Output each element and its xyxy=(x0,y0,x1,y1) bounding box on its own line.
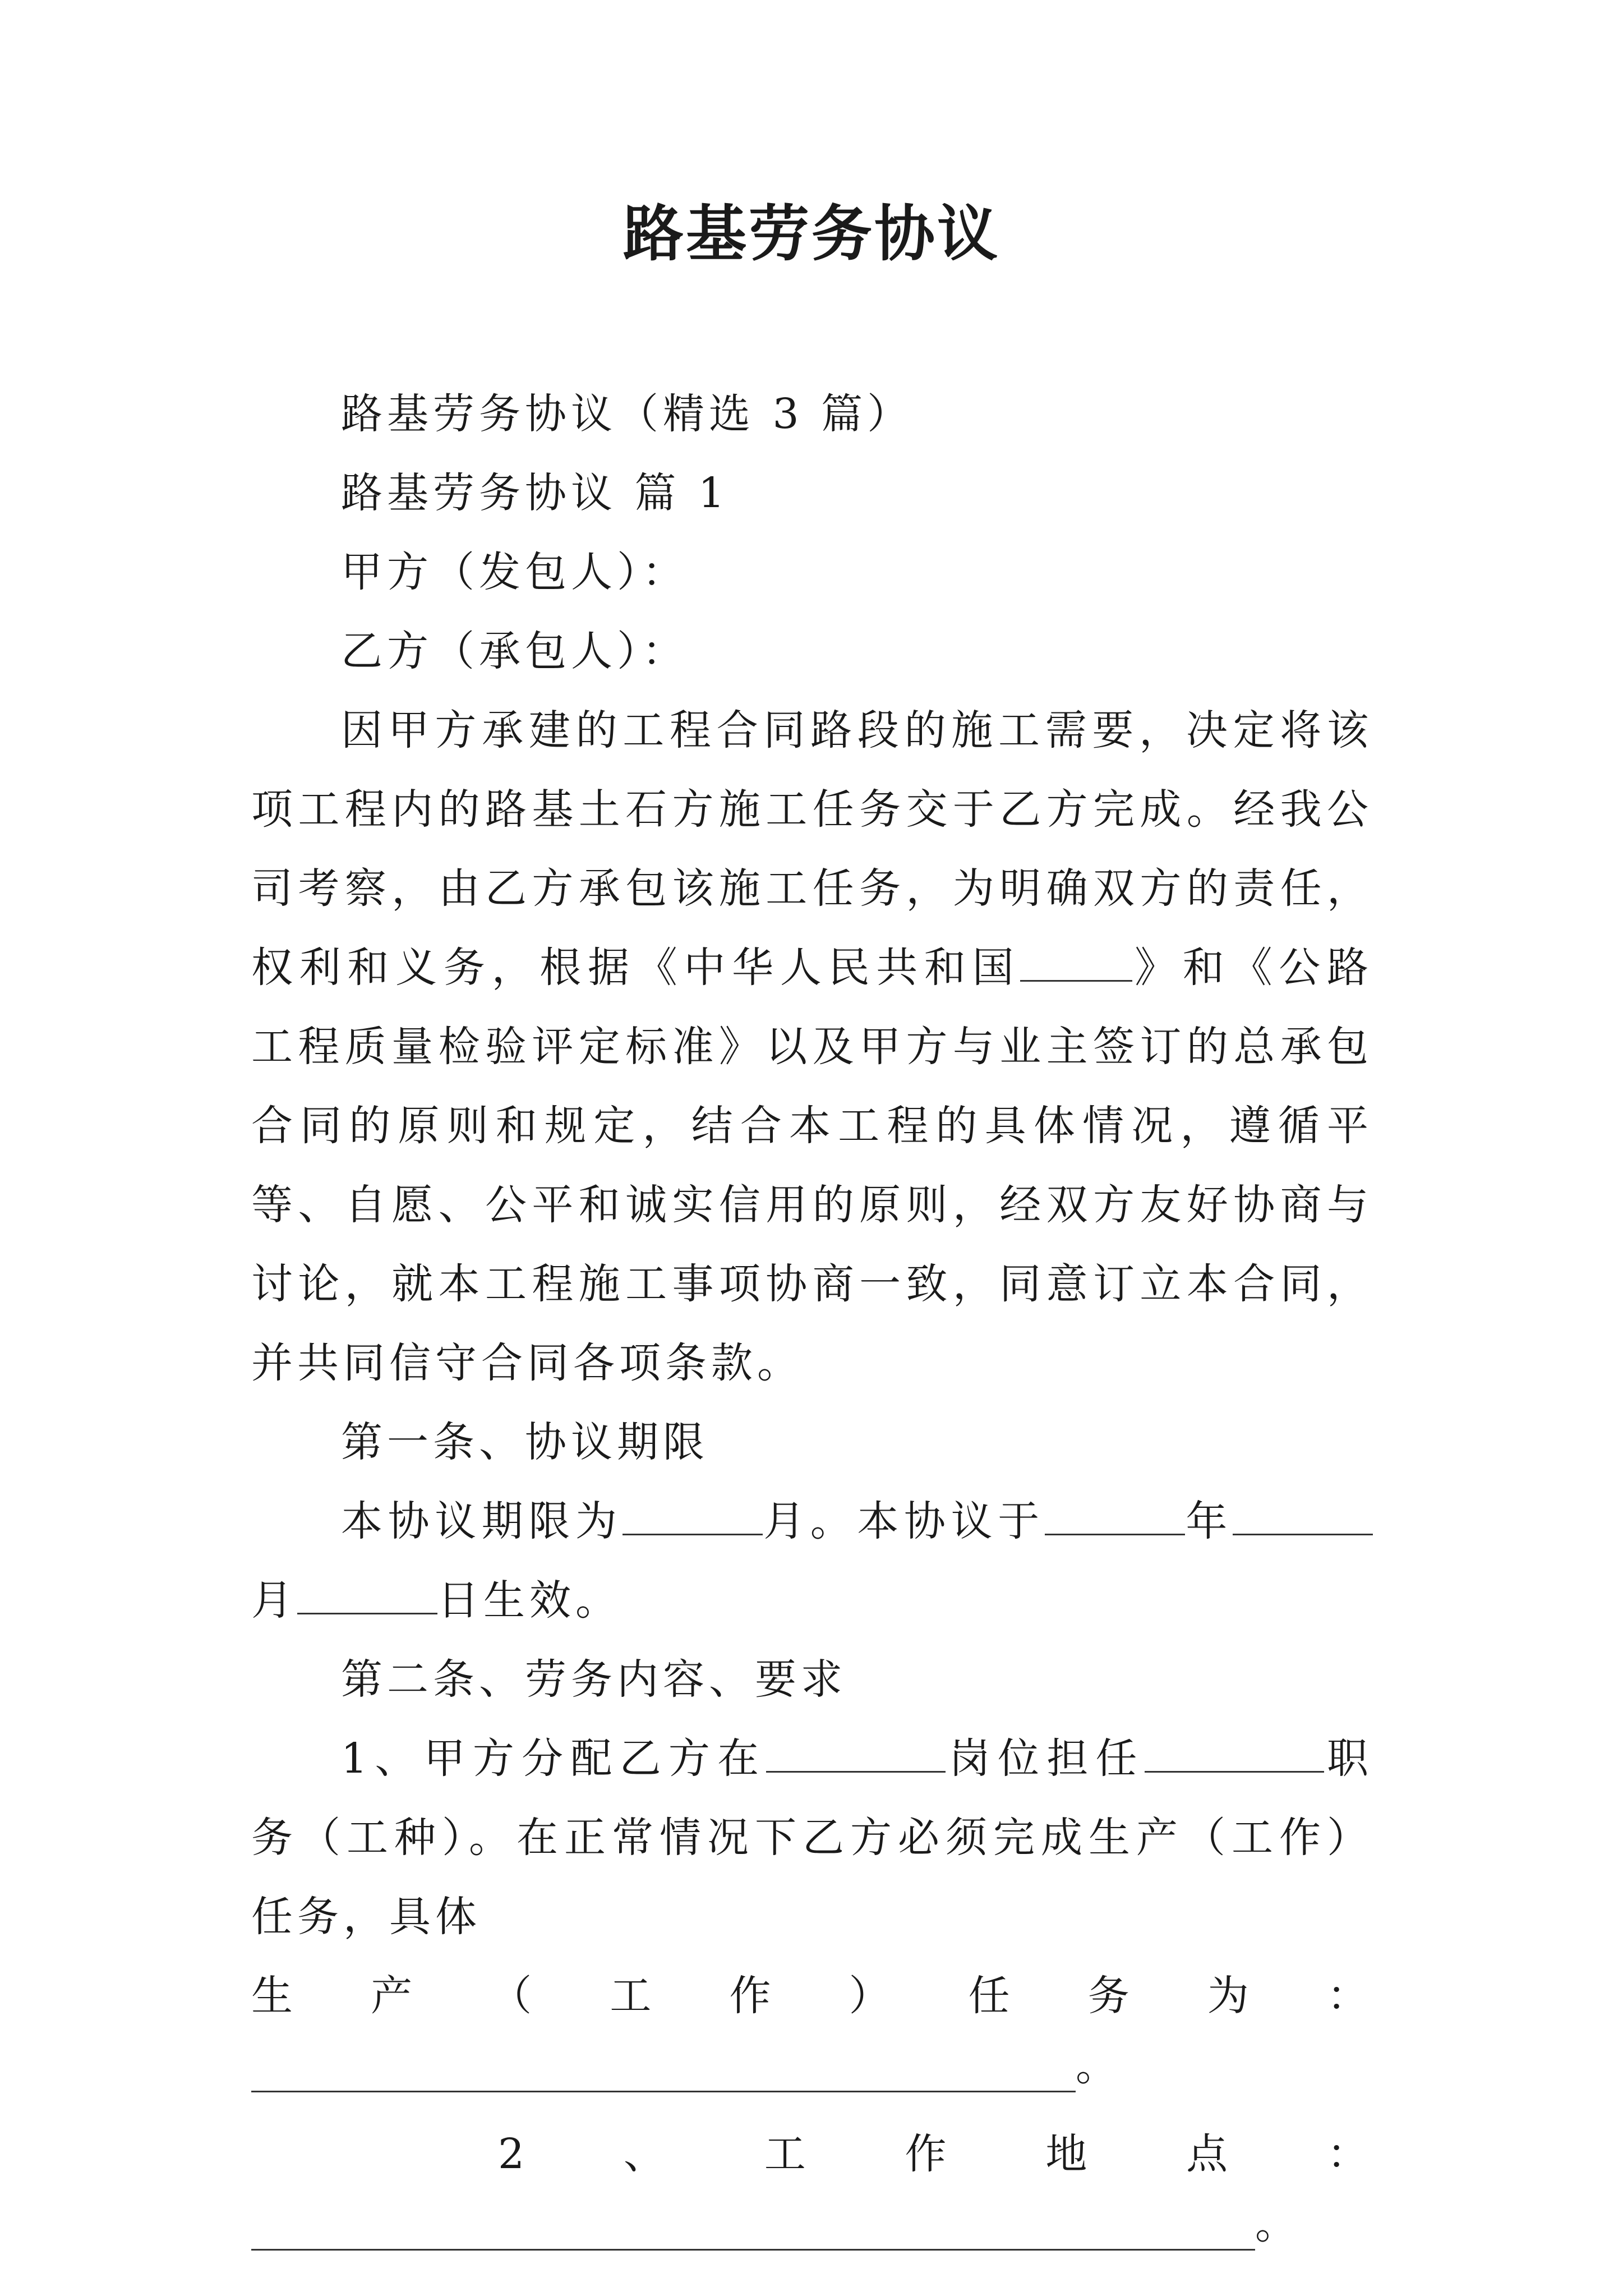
item1-spread-char: 生 xyxy=(251,1972,297,2020)
item1-spread-char: 务 xyxy=(1087,1972,1134,2020)
section-heading: 路基劳务协议 篇 1 xyxy=(341,469,730,517)
item1-text-c: 职务（工种）。在正常情况下乙方必须完成生产（工作）任务，具体 xyxy=(251,1734,1373,1941)
article1-text-b: 月。本协议于 xyxy=(762,1497,1045,1545)
document-body xyxy=(251,375,1373,2273)
item1-spread-char: （ xyxy=(490,1972,537,2020)
month-blank xyxy=(1233,1499,1373,1535)
preamble-text-1: 因甲方承建的工程合同路段的施工需要，决定将该项工程内的路基土石方施工任务交于乙方完成。经我公司考察，由乙方承包该施工任务，为明确双方的责任，权利和义务，根据《中华人民共和国 xyxy=(251,706,1373,992)
item2-spread-char: ： xyxy=(1326,2130,1373,2178)
task-period: 。 xyxy=(1076,2042,1122,2090)
party-a-line: 甲方（发包人）： xyxy=(341,548,688,596)
item1-spread-char: 产 xyxy=(371,1972,417,2020)
location-fill-line xyxy=(251,2194,1373,2273)
day-blank xyxy=(297,1578,437,1614)
preamble-paragraph xyxy=(251,691,1373,1403)
item1-spread-char: 作 xyxy=(729,1972,776,2020)
item1-spread-char: ： xyxy=(1326,1972,1373,2020)
preamble-text-2: 》和《公路工程质量检验评定标准》以及甲方与业主签订的总承包合同的原则和规定，结合本工程的具体情况，遵循平等、自愿、公平和诚实信用的原则，经双方友好协商与讨论，就本工程施工事项协商一致，同意订立本合同，并共同信守合同各项条款。 xyxy=(251,944,1373,1387)
item1-paragraph xyxy=(251,1719,1373,1957)
article2-heading: 第二条、劳务内容、要求 xyxy=(341,1655,847,1704)
article1-text-a: 本协议期限为 xyxy=(341,1497,623,1545)
task-fill-line xyxy=(251,2036,1373,2115)
item1-spread-char: ） xyxy=(849,1972,895,2020)
item2-spread-char: 工 xyxy=(764,2130,810,2178)
subtitle: 路基劳务协议（精选 3 篇） xyxy=(341,390,914,438)
location-period: 。 xyxy=(1255,2200,1301,2248)
article1-text-e: 日生效。 xyxy=(437,1576,621,1625)
item1-spread-char: 工 xyxy=(610,1972,656,2020)
item2-spread-char: 、 xyxy=(623,2130,670,2178)
law-name-blank xyxy=(1020,945,1132,982)
item2-spread-char: 2 xyxy=(498,2130,529,2178)
article1-paragraph xyxy=(251,1482,1373,1640)
item2-spread-char: 作 xyxy=(905,2130,951,2178)
post-blank xyxy=(766,1736,946,1773)
document-title: 路基劳务协议 xyxy=(623,199,1000,269)
article1-text-c: 年 xyxy=(1184,1497,1233,1545)
duty-blank xyxy=(1145,1736,1324,1773)
party-b-line: 乙方（承包人）： xyxy=(341,627,688,675)
item1-spread-char: 任 xyxy=(968,1972,1015,2020)
year-blank xyxy=(1045,1499,1185,1535)
item1-spread-char: 为 xyxy=(1207,1972,1253,2020)
item1-text-b: 岗位担任 xyxy=(946,1734,1145,1783)
item2-location-line xyxy=(498,2115,1373,2194)
item1-task-line xyxy=(251,1957,1373,2036)
task-blank xyxy=(251,2057,1076,2092)
item1-text-a: 1、甲方分配乙方在 xyxy=(341,1734,767,1783)
item2-spread-char: 点 xyxy=(1186,2130,1233,2178)
location-blank xyxy=(251,2215,1255,2251)
term-months-blank xyxy=(623,1499,763,1535)
item2-spread-char: 地 xyxy=(1045,2130,1092,2178)
article1-text-d: 月 xyxy=(251,1576,297,1625)
article1-heading: 第一条、协议期限 xyxy=(341,1418,709,1466)
